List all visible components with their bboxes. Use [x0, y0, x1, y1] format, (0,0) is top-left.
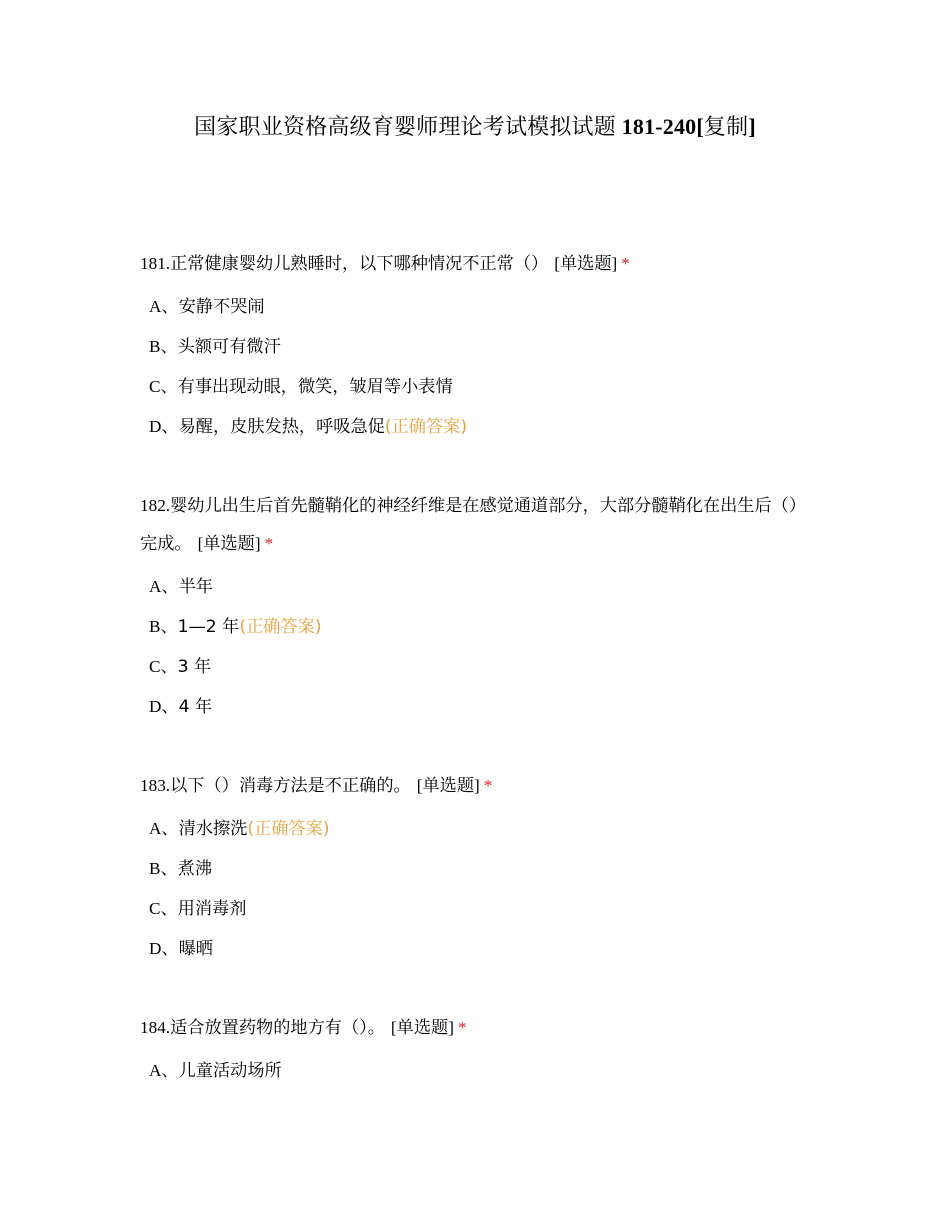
- option-letter: B、: [149, 617, 178, 636]
- option-list: [149, 809, 820, 969]
- option-b[interactable]: [149, 327, 820, 367]
- question-text: 婴幼儿出生后首先髓鞘化的神经纤维是在感觉通道部分，大部分髓鞘化在出生后（）完成。: [140, 496, 807, 554]
- title-prefix: 国家职业资格高级育婴师理论考试模拟试题: [194, 114, 622, 139]
- option-a[interactable]: [149, 1051, 820, 1091]
- option-text: 头额可有微汗: [177, 337, 281, 357]
- option-list: [149, 1051, 820, 1091]
- question-number: 181.: [140, 254, 171, 273]
- question-number: 183.: [140, 776, 171, 795]
- option-list: [149, 287, 820, 447]
- question-183: [140, 767, 820, 969]
- question-stem: [140, 245, 820, 283]
- question-184: [140, 1009, 820, 1091]
- option-letter: A、: [149, 819, 179, 838]
- option-a[interactable]: [149, 287, 820, 327]
- option-c[interactable]: [149, 889, 820, 929]
- question-text: 正常健康婴幼儿熟睡时，以下哪种情况不正常（）: [170, 254, 549, 274]
- option-text: 4 年: [178, 697, 213, 717]
- option-text: 曝晒: [178, 939, 213, 959]
- option-text: 儿童活动场所: [178, 1061, 282, 1081]
- question-181: [140, 245, 820, 447]
- option-letter: A、: [149, 577, 179, 596]
- correct-answer-label: (正确答案): [239, 617, 322, 637]
- question-182: [140, 487, 820, 727]
- question-type-tag: [单选题]: [416, 776, 480, 795]
- title-close: ]: [748, 114, 756, 139]
- option-letter: B、: [149, 859, 178, 878]
- question-number: 184.: [140, 1018, 171, 1037]
- option-letter: D、: [149, 417, 179, 436]
- option-letter: D、: [149, 939, 179, 958]
- required-mark: *: [264, 534, 274, 553]
- option-text: 安静不哭闹: [178, 297, 265, 317]
- correct-answer-label: (正确答案): [247, 819, 330, 839]
- required-mark: *: [457, 1018, 467, 1037]
- option-d[interactable]: [149, 407, 820, 447]
- option-letter: B、: [149, 337, 178, 356]
- document-title: [0, 112, 950, 142]
- option-c[interactable]: [149, 647, 820, 687]
- option-b[interactable]: [149, 849, 820, 889]
- option-text: 易醒，皮肤发热，呼吸急促: [178, 417, 385, 437]
- option-text: 煮沸: [177, 859, 213, 879]
- question-type-tag: [单选题]: [554, 254, 618, 273]
- option-a[interactable]: [149, 567, 820, 607]
- option-letter: A、: [149, 297, 179, 316]
- question-stem: [140, 487, 820, 563]
- option-text: 1—2 年: [177, 617, 240, 637]
- option-letter: C、: [149, 657, 178, 676]
- option-a[interactable]: [149, 809, 820, 849]
- title-range: 181-240[: [621, 114, 704, 139]
- question-stem: [140, 767, 820, 805]
- option-c[interactable]: [149, 367, 820, 407]
- option-text: 清水擦洗: [178, 819, 248, 839]
- question-text: 以下（）消毒方法是不正确的。: [170, 776, 411, 796]
- option-letter: D、: [149, 697, 179, 716]
- option-letter: C、: [149, 377, 178, 396]
- question-type-tag: [单选题]: [197, 534, 261, 553]
- option-d[interactable]: [149, 929, 820, 969]
- option-text: 半年: [178, 577, 213, 597]
- option-text: 3 年: [177, 657, 212, 677]
- option-text: 用消毒剂: [177, 899, 247, 919]
- required-mark: *: [621, 254, 630, 273]
- option-letter: A、: [149, 1061, 179, 1080]
- option-list: [149, 567, 820, 727]
- option-letter: C、: [149, 899, 178, 918]
- required-mark: *: [483, 776, 493, 795]
- title-copy: 复制: [703, 114, 749, 139]
- question-text: 适合放置药物的地方有（）。: [170, 1018, 385, 1038]
- question-number: 182.: [140, 496, 171, 515]
- question-type-tag: [单选题]: [390, 1018, 454, 1037]
- question-stem: [140, 1009, 820, 1047]
- correct-answer-label: (正确答案): [384, 417, 468, 437]
- option-text: 有事出现动眼，微笑，皱眉等小表情: [177, 377, 453, 397]
- option-d[interactable]: [149, 687, 820, 727]
- option-b[interactable]: [149, 607, 820, 647]
